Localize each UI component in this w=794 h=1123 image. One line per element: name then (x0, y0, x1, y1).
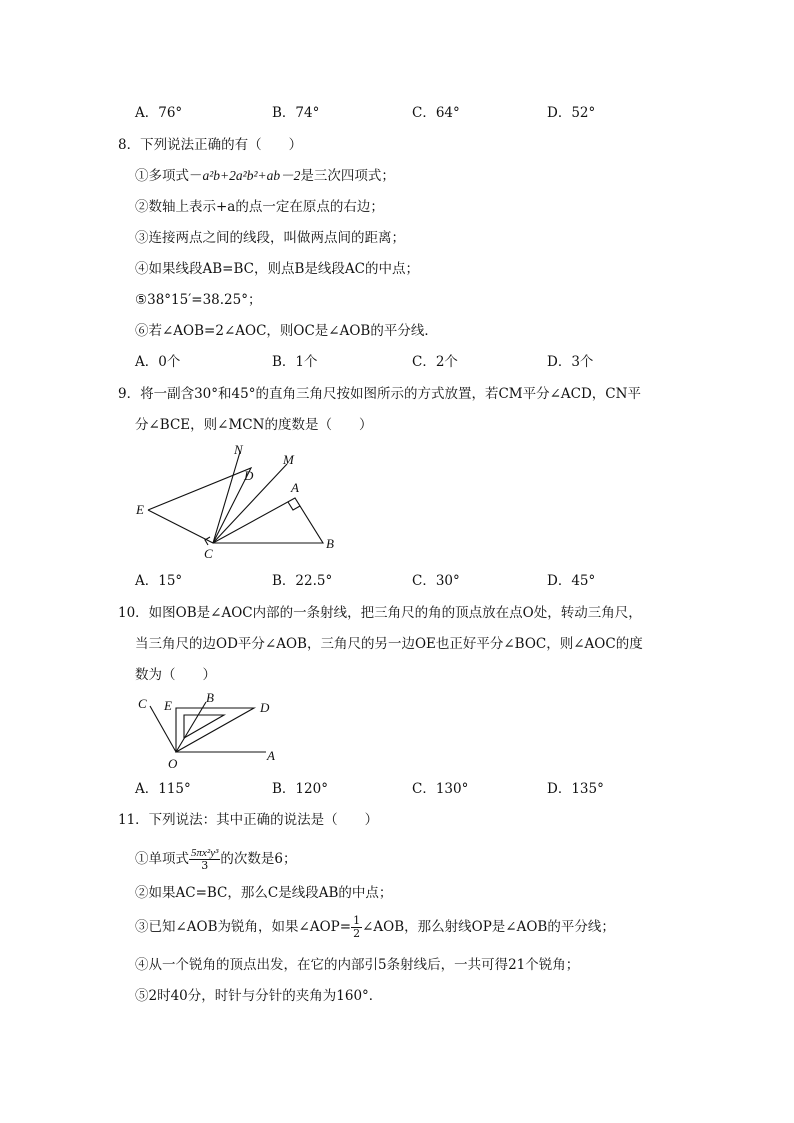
q9-stem-line-2: 分∠BCE，则∠MCN的度数是（ ） (135, 417, 373, 433)
q7-option-c: C．64° (412, 105, 460, 121)
q10-stem-line-1: 10．如图OB是∠AOC内部的一条射线，把三角尺的角的顶点放在点O处，转动三角尺， (118, 605, 642, 621)
q10-set-square-inner (184, 715, 224, 738)
q9-option-b: B．22.5° (272, 573, 333, 589)
q10-label-e: E (164, 698, 172, 713)
q10-ray-ob (176, 702, 206, 752)
q10-label-d: D (260, 700, 270, 715)
q7-option-b: B．74° (272, 105, 320, 121)
q8-option-b: B．1个 (272, 354, 318, 370)
q8-item-1 (135, 167, 395, 185)
q8-stem: 8．下列说法正确的有（ ） (118, 137, 303, 153)
q8-item-5: ⑤38°15′=38.25°； (135, 292, 262, 308)
q9-option-d: D．45° (547, 573, 596, 589)
q11-item-1 (135, 846, 296, 872)
q8-option-a: A．0个 (135, 354, 181, 370)
q11-item-3-suffix: ∠AOB，那么射线OP是∠AOB的平分线； (362, 919, 615, 935)
q11-item-3-denominator: 2 (353, 927, 361, 940)
q11-item-2: ②如果AC=BC，那么C是线段AB的中点； (135, 885, 393, 901)
q9-triangle-cab (213, 498, 323, 543)
q7-option-d: D．52° (547, 105, 596, 121)
q8-item-3: ③连接两点之间的线段，叫做两点间的距离； (135, 230, 405, 246)
q10-label-b: B (206, 690, 214, 705)
q11-item-4: ④从一个锐角的顶点出发，在它的内部引5条射线后，一共可得21个锐角； (135, 957, 580, 973)
q11-item-1-prefix: ①单项式 (135, 851, 189, 867)
q11-stem: 11．下列说法：其中正确的说法是（ ） (118, 812, 379, 828)
q9-option-c: C．30° (412, 573, 460, 589)
q10-figure (132, 688, 282, 774)
q11-item-1-denominator: 3 (201, 859, 209, 872)
q11-item-3-numerator: 1 (353, 914, 361, 927)
q9-label-a: A (291, 480, 299, 495)
q9-label-d: D (244, 468, 254, 483)
q8-item-4: ④如果线段AB=BC，则点B是线段AC的中点； (135, 261, 419, 277)
q11-item-1-suffix: 的次数是6； (220, 851, 297, 867)
q11-item-1-fraction (189, 847, 220, 872)
q8-option-c: C．2个 (412, 354, 458, 370)
q9-label-n: N (234, 442, 243, 457)
q10-label-o: O (168, 756, 178, 771)
q11-item-3-prefix: ③已知∠AOB为锐角，如果∠AOP= (135, 919, 352, 935)
q9-label-m: M (283, 452, 294, 467)
q10-option-c: C．130° (412, 781, 469, 797)
q8-item-2: ②数轴上表示+a的点一定在原点的右边； (135, 199, 384, 215)
q8-option-d: D．3个 (547, 354, 594, 370)
q7-option-a: A．76° (135, 105, 183, 121)
q9-stem-line-1: 9．将一副含30°和45°的直角三角尺按如图所示的方式放置，若CM平分∠ACD，CN平 (118, 386, 641, 402)
q11-item-1-numerator: 5πx²y³ (191, 847, 219, 859)
q8-item-1-suffix: 是三次四项式； (300, 168, 395, 184)
q10-ray-oc (150, 706, 176, 752)
q11-item-5: ⑤2时40分，时针与分针的夹角为160°． (135, 988, 383, 1004)
q9-label-e: E (136, 502, 144, 517)
q9-figure (130, 440, 350, 565)
q10-option-b: B．120° (272, 781, 328, 797)
q9-option-a: A．15° (135, 573, 183, 589)
q10-stem-line-2: 当三角尺的边OD平分∠AOB，三角尺的另一边OE也正好平分∠BOC，则∠AOC的度 (135, 636, 643, 652)
q9-label-b: B (326, 536, 334, 551)
q11-item-3-fraction (351, 915, 362, 940)
q10-option-d: D．135° (547, 781, 604, 797)
q10-option-a: A．115° (135, 781, 191, 797)
q11-item-3 (135, 914, 615, 940)
q10-label-c: C (138, 696, 147, 711)
q10-stem-line-3: 数为（ ） (135, 667, 216, 683)
q8-item-6: ⑥若∠AOB=2∠AOC，则OC是∠AOB的平分线． (135, 323, 438, 339)
q8-item-1-poly: a²b+2a²b²+ab－2 (202, 168, 301, 183)
q10-label-a: A (267, 748, 275, 763)
q9-triangle-ecd (148, 468, 251, 543)
q8-item-1-prefix: ①多项式－ (135, 168, 203, 184)
q9-label-c: C (204, 546, 213, 561)
